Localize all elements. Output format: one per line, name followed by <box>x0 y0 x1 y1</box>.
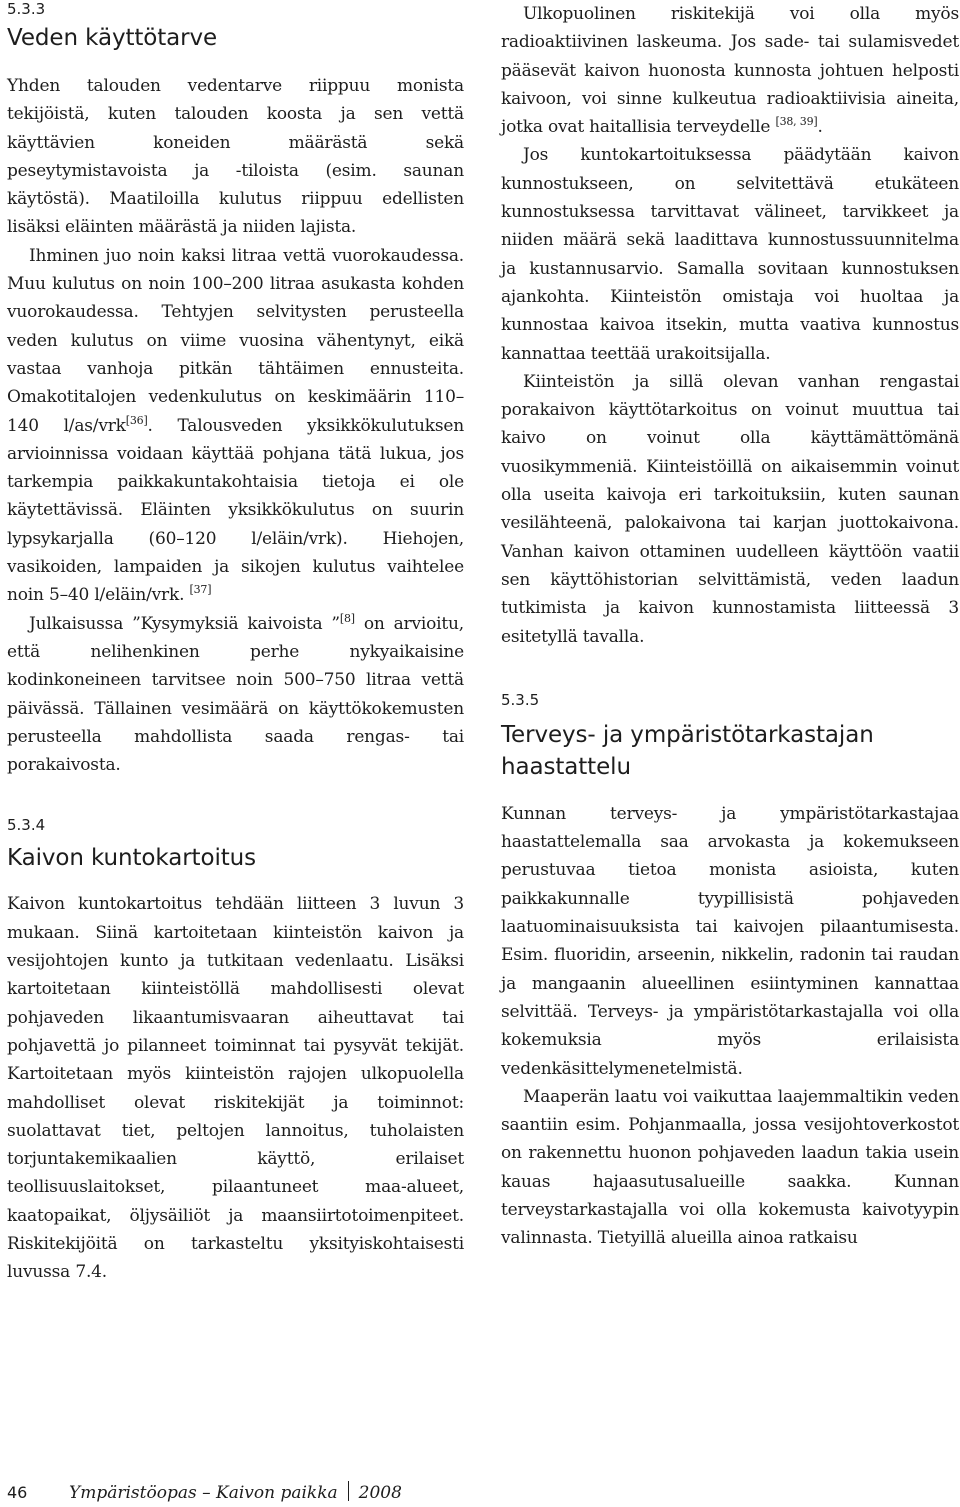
paragraph: Jos kuntokartoituksessa päädytään kaivon kunnostukseen, on selvitettävä etukäteen kunnostuksessa tarvittavat välineet, tarvikkeet ja niiden määrä sekä laadittava kunnostussuunnitelma ja kustannusarvio. Samalla sovitaan kunnostuksen ajankohta. Kiinteistön omistaja voi huoltaa ja kunnostaa kaivoa itsekin, mutta vaativa kunnostus kannattaa teettää urakoitsijalla. <box>501 145 959 364</box>
paragraph: Maaperän laatu voi vaikuttaa laajemmaltikin veden saantiin esim. Pohjanmaalla, jossa vesijohtoverkostot on rakennettu huonon pohjaveden laadun takia usein kauas hajaasutusalueille saakka. Kunnan terveystarkastajalla voi olla kokemusta kaivotyypin valinnasta. Tietyillä alueilla ainoa ratkaisu <box>501 1086 959 1249</box>
paragraph: Yhden talouden vedentarve riippuu monista tekijöistä, kuten talouden koosta ja sen vettä käyttävien koneiden määrästä sekä peseytymistavoista ja -tiloista (esim. saunan käytöstä). Maatiloilla kulutus riippuu edellisten lisäksi eläinten määrästä ja niiden lajista. <box>7 76 464 238</box>
paragraph <box>7 610 464 780</box>
paragraph: Kaivon kuntokartoitus tehdään liitteen 3 luvun 3 mukaan. Siinä kartoitetaan kiinteistön kaivon ja vesijohtojen kunto ja tutkitaan vedenlaatu. Lisäksi kartoitetaan kiinteistöllä mahdollisesti olevat pohjaveden likaantumisvaaran aiheuttavat tai pohjavettä jo pilanneet toiminnat tai pysyvät tekijät. Kartoitetaan myös kiinteistön rajojen ulkopuolella mahdolliset olevat riskitekijät ja toiminnot: suolattavat tiet, peltojen lannoitus, tuholaisten torjuntakemikaalien käyttö, erilaiset teollisuuslaitokset, pilaantuneet maa-alueet, kaatopaikat, öljysäiliöt ja maansiirtotoimenpiteet. Riskitekijöitä on tarkasteltu yksityiskohtaisesti luvussa 7.4. <box>7 894 464 1283</box>
paragraph-text: Ihminen juo noin kaksi litraa vettä vuorokaudessa. Muu kulutus on noin 100–200 litraa asukasta kohden vuorokaudessa. Tehtyjen selvitysten perusteella veden kulutus on viime vuosina vähentynyt, eikä vastaa vanhoja pitkän tähtäimen ennusteita. Omakotitalojen vedenkulutus on keskimäärin 110–140 l/as/vrk <box>7 245 464 436</box>
section-number: 5.3.4 <box>7 816 46 835</box>
publication-title: Ympäristöopas – Kaivon paikka <box>69 1483 338 1503</box>
reference-mark: [37] <box>189 583 212 597</box>
page-number: 46 <box>7 1483 28 1502</box>
page-footer <box>7 1481 402 1504</box>
section-number: 5.3.5 <box>501 690 540 709</box>
section-title: Terveys- ja ympäristötarkastajan haastattelu <box>501 721 874 780</box>
left-column <box>7 0 464 1287</box>
paragraph-text: . <box>817 117 823 138</box>
paragraph <box>501 0 959 141</box>
paragraph-text: Julkaisussa ”Kysymyksiä kaivoista ” <box>29 613 340 634</box>
reference-mark: [36] <box>125 413 148 427</box>
paragraph-text: on arvioitu, että nelihenkinen perhe nykyaikaisine kodinkoneineen tarvitsee noin 500–750 litraa vettä päivässä. Tällainen vesimäärä on käyttökokemusten perusteella mahdollista saada rengas- tai porakaivosta. <box>7 613 464 776</box>
paragraph <box>7 242 464 610</box>
paragraph: Kiinteistön ja sillä olevan vanhan rengastai porakaivon käyttötarkoitus on voinut muuttua tai kaivo on voinut olla käyttämättömänä vuosikymmeniä. Kiinteistöillä on aikaisemmin voinut olla useita kaivoja eri tarkoituksiin, kuten saunan vesilähteenä, palokaivona tai karjan juottokaivona. Vanhan kaivon ottaminen uudelleen käyttöön vaatii sen käyttöhistorian selvittämistä, veden laadun tutkimista ja kaivon kunnostamista liitteessä 3 esitetyllä tavalla. <box>501 371 959 647</box>
section-title: Kaivon kuntokartoitus <box>7 845 257 872</box>
section-number: 5.3.3 <box>7 0 46 18</box>
paragraph: Kunnan terveys- ja ympäristötarkastajaa haastattelemalla saa arvokasta ja kokemukseen perustuvaa tietoa monista asioista, kuten paikkakunnalle tyypillisistä pohjaveden laatuominaisuuksista tai kaivojen pilaantumisesta. Esim. fluoridin, arseenin, nikkelin, radonin tai raudan ja mangaanin alueellinen esiintyminen kannattaa selvittää. Terveys- ja ympäristötarkastajalla voi olla kokemuksia myös erilaisista vedenkäsittelymenetelmistä. <box>501 803 959 1079</box>
publication-year: 2008 <box>358 1483 402 1503</box>
reference-mark: [8] <box>339 611 355 625</box>
paragraph-text: Ulkopuolinen riskitekijä voi olla myös radioaktiivinen laskeuma. Jos sade- tai sulamisvedet pääsevät kaivon huonosta kunnosta johtuen helposti kaivoon, voi sinne kulkeutua radioaktiivisia aineita, jotka ovat haitallisia terveydelle <box>501 4 959 138</box>
footer-divider <box>348 1481 349 1501</box>
right-column <box>501 0 959 1253</box>
reference-mark: [38, 39] <box>775 115 818 129</box>
section-title: Veden käyttötarve <box>7 25 218 51</box>
paragraph-text: . Talousveden yksikkökulutuksen arvioinnissa voidaan käyttää pohjana tätä lukua, jos tarkempia paikkakuntakohtaisia tietoja ei ole käytettävissä. Eläinten yksikkökulutus on suurin lypsykarjalla (60–120 l/eläin/vrk). Hiehojen, vasikoiden, lampaiden ja sikojen kulutus vaihtelee noin 5–40 l/eläin/vrk. <box>7 415 464 606</box>
